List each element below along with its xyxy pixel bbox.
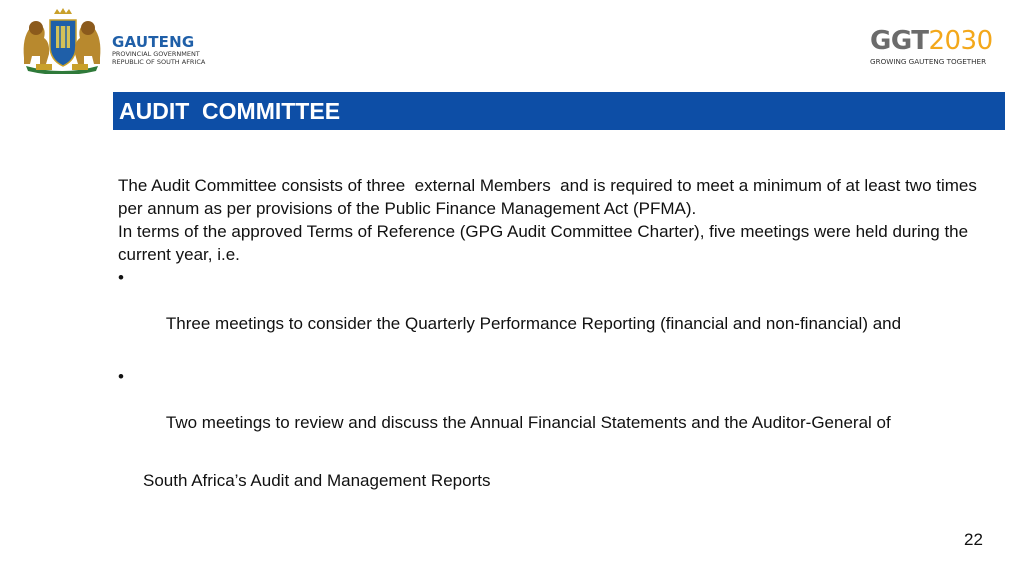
- bullet-text-2: Two meetings to review and discuss the Annual Financial Statements and the Auditor-General of: [165, 413, 891, 432]
- ggt-tagline: GROWING GAUTENG TOGETHER: [870, 57, 987, 66]
- ggt-text: GGT: [870, 26, 929, 56]
- coat-of-arms-icon: [16, 8, 108, 74]
- slide-title: AUDIT COMMITTEE: [119, 98, 341, 124]
- page-number: 22: [964, 530, 983, 549]
- ggt-year: 2030: [928, 26, 993, 56]
- title-bar: [113, 92, 1005, 130]
- slide-body: [118, 174, 998, 492]
- bullet-item-2: [118, 365, 998, 457]
- bullet-dot: •: [118, 367, 124, 386]
- bullet-dot: •: [118, 268, 124, 287]
- ggt2030-logo: [870, 26, 1002, 70]
- bullet-text-1: Three meetings to consider the Quarterly Performance Reporting (financial and non-financial) and: [165, 314, 902, 333]
- paragraph-1: The Audit Committee consists of three external Members and is required to meet a minimum of at least two times per annum as per provisions of the Public Finance Management Act (PFMA).: [118, 176, 982, 218]
- gauteng-subtitle-2: REPUBLIC OF SOUTH AFRICA: [112, 58, 206, 66]
- gauteng-logo: [16, 8, 206, 74]
- paragraph-2: In terms of the approved Terms of Reference (GPG Audit Committee Charter), five meetings were held during the current year, i.e.: [118, 222, 973, 264]
- gauteng-name: GAUTENG: [112, 33, 195, 51]
- bullet-item-1: [118, 266, 998, 358]
- bullet-continuation: South Africa’s Audit and Management Reports: [143, 471, 491, 490]
- gauteng-subtitle-1: PROVINCIAL GOVERNMENT: [112, 50, 200, 58]
